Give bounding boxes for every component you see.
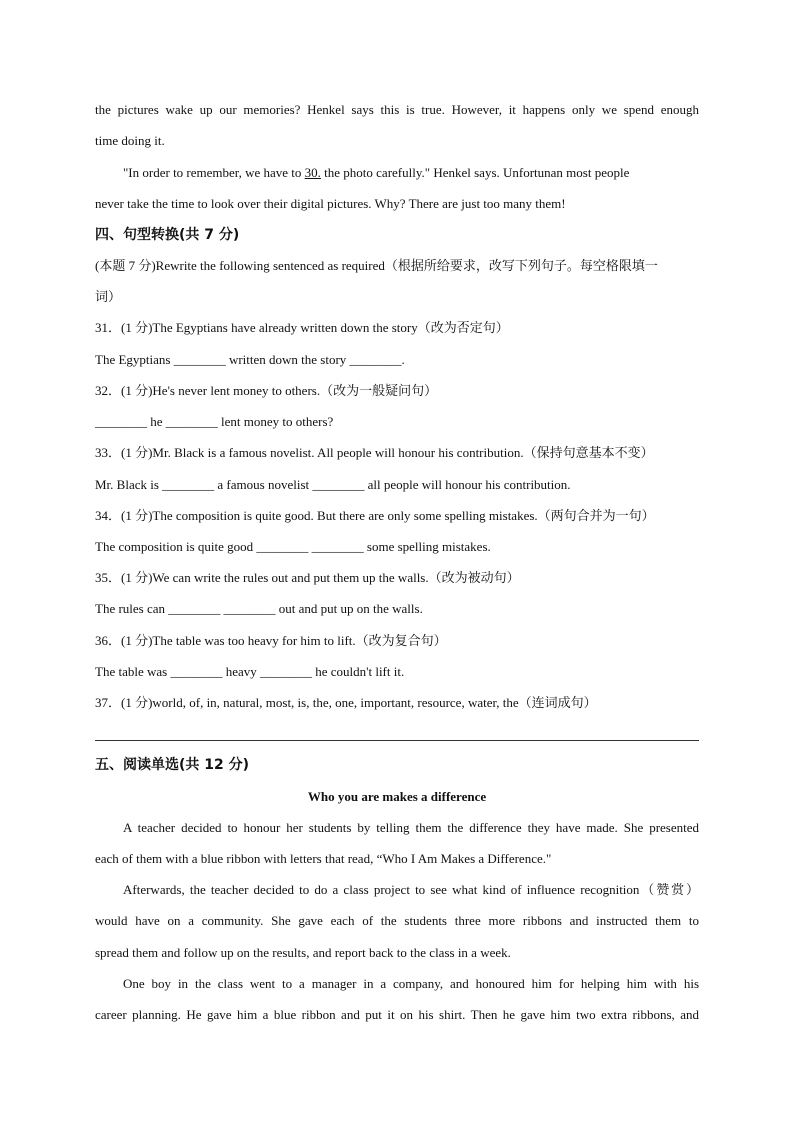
answer-33: Mr. Black is ________ a famous novelist ________ all people will honour his contribution. xyxy=(95,477,571,492)
instruction-line: 词） xyxy=(95,289,122,304)
answer-35: The rules can ________ ________ out and put up on the walls. xyxy=(95,601,423,616)
reading-line: One boy in the class went to a manager in a company, and honoured him for helping him with his xyxy=(123,976,699,991)
question-37: 37．(1 分)world, of, in, natural, most, is, the, one, important, resource, water, the（连词成句） xyxy=(95,695,597,710)
answer-34: The composition is quite good ________ ________ some spelling mistakes. xyxy=(95,539,491,554)
passage-line: never take the time to look over their digital pictures. Why? There are just too many them! xyxy=(95,196,566,211)
passage-line-with-blank xyxy=(123,165,699,181)
answer-rule xyxy=(95,740,699,741)
reading-line: each of them with a blue ribbon with letters that read, “Who I Am Makes a Difference." xyxy=(95,851,552,866)
question-32: 32．(1 分)He's never lent money to others.（改为一般疑问句） xyxy=(95,383,438,398)
question-33: 33．(1 分)Mr. Black is a famous novelist. All people will honour his contribution.（保持句意基本不变） xyxy=(95,445,654,460)
reading-line: would have on a community. She gave each of the students three more ribbons and instructed them to xyxy=(95,913,699,928)
reading-line: career planning. He gave him a blue ribbon and put it on his shirt. Then he gave him two extra ribbons, and xyxy=(95,1007,699,1022)
reading-line: A teacher decided to honour her students by telling them the difference they have made. She presented xyxy=(123,820,699,835)
passage-text: the photo carefully." Henkel says. Unfortunan most people xyxy=(320,165,630,180)
section-heading: 四、句型转换(共 7 分) xyxy=(95,227,240,243)
reading-title: Who you are makes a difference xyxy=(307,789,487,804)
question-35: 35．(1 分)We can write the rules out and put them up the walls.（改为被动句） xyxy=(95,570,520,585)
passage-line: the pictures wake up our memories? Henkel says this is true. However, it happens only we spend enough xyxy=(95,102,699,117)
question-34: 34．(1 分)The composition is quite good. But there are only some spelling mistakes.（两句合并为一句） xyxy=(95,508,655,523)
reading-line: Afterwards, the teacher decided to do a class project to see what kind of influence recognition（赞赏） xyxy=(123,882,699,897)
passage-line: time doing it. xyxy=(95,133,165,148)
instruction-line: (本题 7 分)Rewrite the following sentenced as required（根据所给要求，改写下列句子。每空格限填一 xyxy=(95,258,658,273)
question-31: 31．(1 分)The Egyptians have already written down the story（改为否定句） xyxy=(95,320,509,335)
answer-36: The table was ________ heavy ________ he couldn't lift it. xyxy=(95,664,405,679)
section-heading: 五、阅读单选(共 12 分) xyxy=(95,757,250,773)
answer-32: ________ he ________ lent money to others? xyxy=(95,414,334,429)
reading-line: spread them and follow up on the results, and report back to the class in a week. xyxy=(95,945,511,960)
answer-31: The Egyptians ________ written down the story ________. xyxy=(95,352,405,367)
blank-30: 30. xyxy=(304,165,321,180)
passage-text: "In order to remember, we have to xyxy=(123,165,305,180)
question-36: 36．(1 分)The table was too heavy for him to lift.（改为复合句） xyxy=(95,633,447,648)
